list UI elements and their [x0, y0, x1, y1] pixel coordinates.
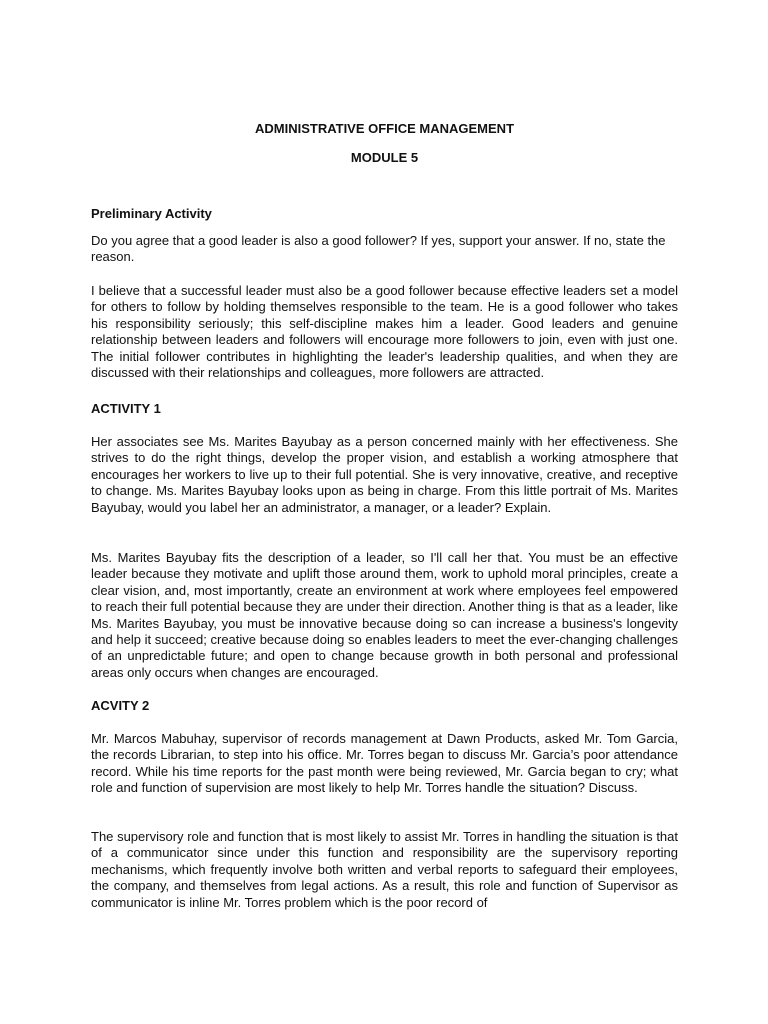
- section-answer-activity-1: Ms. Marites Bayubay fits the description of a leader, so I'll call her that. You must be an effective leader because they motivate and uplift those around them, work to uphold moral principles, create a clear vision, and, most importantly, create an environment at work where employees feel empowered to reach their full potential because they are under their direction. Another thing is that as a leader, like Ms. Marites Bayubay, you must be innovative because doing so can increase a business's longevity and help it succeed; creative because doing so enables leaders to meet the ever-changing challenges of an unpredictable future; and open to change because growth in both personal and professional areas only occurs when changes are encouraged.: [91, 550, 678, 680]
- section-question-preliminary: Do you agree that a good leader is also a good follower? If yes, support your answer. If no, state the reason.: [91, 233, 666, 265]
- module-label: MODULE 5: [350, 150, 419, 165]
- section-answer-activity-2: The supervisory role and function that is most likely to assist Mr. Torres in handling the situation is that of a communicator since under this function and responsibility are the supervisory reporting mechanisms, which frequently involve both written and verbal reports to safeguard their employees, the company, and themselves from legal actions. As a result, this role and function of Supervisor as communicator is inline Mr. Torres problem which is the poor record of: [91, 829, 678, 910]
- section-heading-activity-1: ACTIVITY 1: [91, 401, 161, 416]
- document-page: [91, 0, 678, 1024]
- document-title: ADMINISTRATIVE OFFICE MANAGEMENT: [254, 121, 515, 136]
- section-question-activity-2: Mr. Marcos Mabuhay, supervisor of records management at Dawn Products, asked Mr. Tom Garcia, the records Librarian, to step into his office. Mr. Torres began to discuss Mr. Garcia’s poor attendance record. While his time reports for the past month were being reviewed, Mr. Garcia began to cry; what role and function of supervision are most likely to help Mr. Torres handle the situation? Discuss.: [91, 731, 678, 796]
- section-heading-preliminary: Preliminary Activity: [91, 206, 212, 221]
- section-heading-activity-2: ACVITY 2: [91, 698, 150, 713]
- section-question-activity-1: Her associates see Ms. Marites Bayubay as a person concerned mainly with her effectiveness. She strives to do the right things, develop the proper vision, and establish a working atmosphere that encourages her workers to live up to their full potential. She is very innovative, creative, and receptive to change. Ms. Marites Bayubay looks upon as being in charge. From this little portrait of Ms. Marites Bayubay, would you label her an administrator, a manager, or a leader? Explain.: [91, 434, 678, 515]
- section-answer-preliminary: I believe that a successful leader must also be a good follower because effective leaders set a model for others to follow by holding themselves responsible to the team. He is a good follower who takes his responsibility seriously; this self-discipline makes him a leader. Good leaders and genuine relationship between leaders and followers will encourage more followers to join, even with just one. The initial follower contributes in highlighting the leader's leadership qualities, and when they are discussed with their relationships and colleagues, more followers are attracted.: [91, 283, 678, 381]
